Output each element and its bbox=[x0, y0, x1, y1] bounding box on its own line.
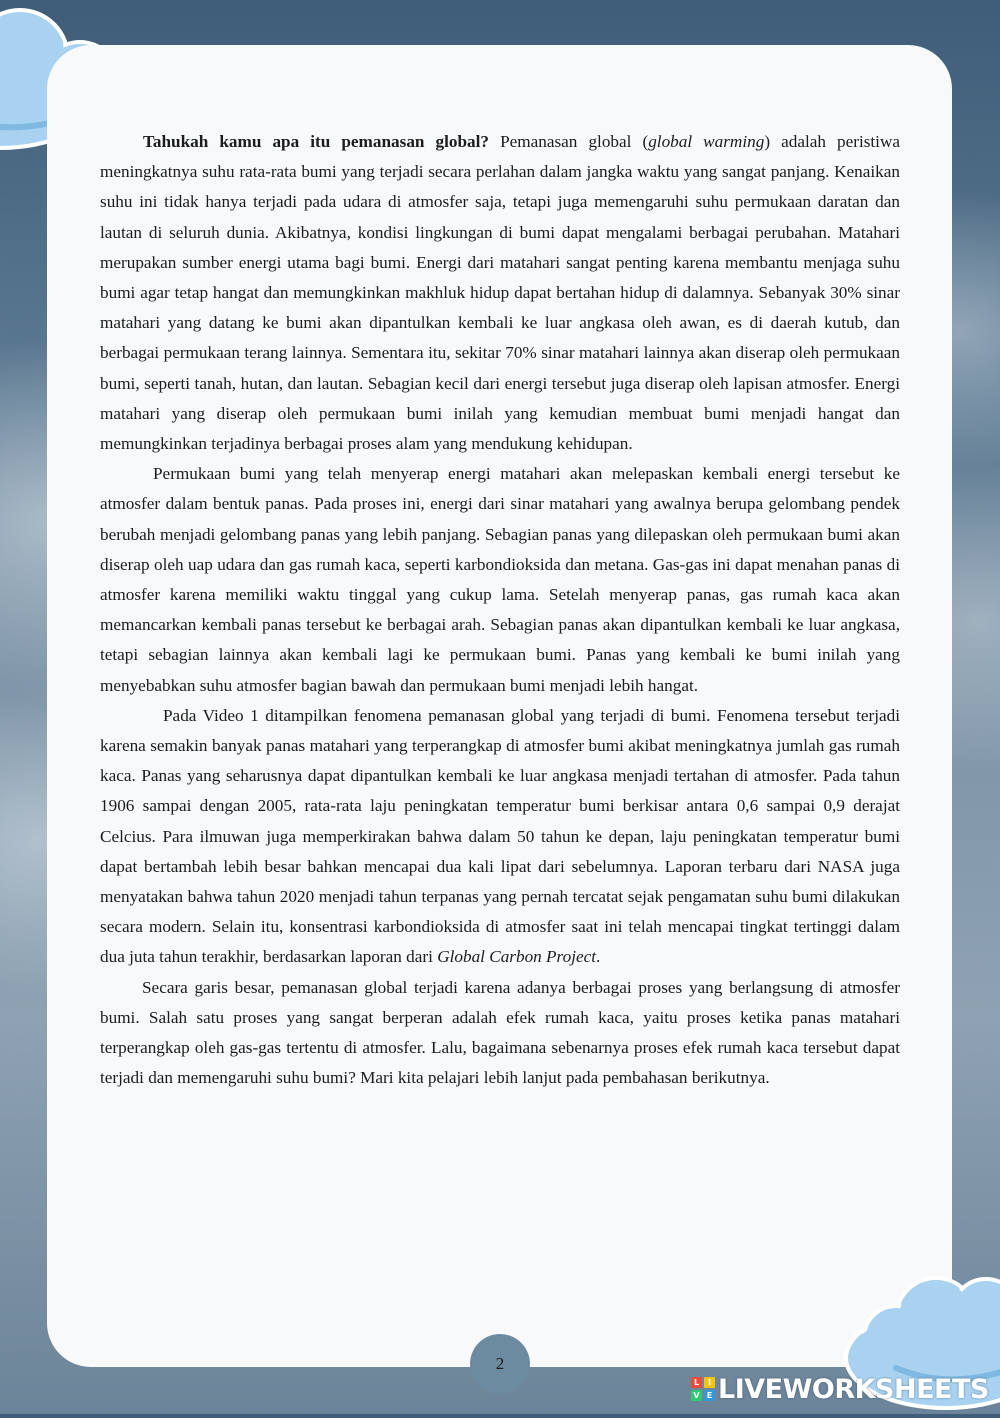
body-text bbox=[100, 127, 900, 1094]
liveworksheets-logo[interactable] bbox=[691, 1373, 989, 1405]
logo-square: L bbox=[691, 1377, 702, 1388]
logo-wordmark: LIVEWORKSHEETS bbox=[718, 1373, 989, 1405]
page-number: 2 bbox=[470, 1334, 530, 1394]
term-global-warming: global warming bbox=[648, 132, 765, 151]
paragraph-1-text-a: Pemanasan global ( bbox=[489, 132, 649, 151]
source-global-carbon-project: Global Carbon Project bbox=[437, 947, 597, 967]
logo-square: E bbox=[704, 1390, 715, 1401]
lead-question: Tahukah kamu apa itu pemanasan global? bbox=[143, 132, 490, 151]
paragraph-3-text-a: Pada Video 1 ditampilkan fenomena pemanasan global yang terjadi di bumi. Fenomena tersebut terjadi karena semakin banyak panas matahari yang terperangkap di atmosfer bumi akibat meningkatnya jumlah gas rumah kaca. Panas yang seharusnya dapat dipantulkan kembali ke luar angkasa menjadi tertahan di atmosfer. Pada tahun 1906 sampai dengan 2005, rata-rata laju peningkatan temperatur bumi berkisar antara 0,6 sampai 0,9 derajat Celcius. Para ilmuwan juga memperkirakan bahwa dalam 50 tahun ke depan, laju peningkatan temperatur bumi dapat bertambah lebih besar bahkan mencapai dua kali lipat dari sebelumnya. Laporan terbaru dari NASA juga menyatakan bahwa tahun 2020 menjadi tahun terpanas yang pernah tercatat sejak pengamatan suhu bumi dilakukan secara modern. Selain itu, konsentrasi karbondioksida di atmosfer saat ini telah mencapai tingkat tertinggi dalam dua juta tahun terakhir, berdasarkan laporan dari bbox=[100, 705, 900, 967]
paragraph-3 bbox=[100, 701, 900, 973]
paragraph-2: Permukaan bumi yang telah menyerap energi matahari akan melepaskan kembali energi tersebut ke atmosfer dalam bentuk panas. Pada proses ini, energi dari sinar matahari yang awalnya berupa gelombang pendek berubah menjadi gelombang panas yang lebih panjang. Sebagian panas yang dilepaskan oleh permukaan bumi akan diserap oleh uap udara dan gas rumah kaca, seperti karbondioksida dan metana. Gas-gas ini dapat menahan panas di atmosfer karena memiliki waktu tinggal yang cukup lama. Setelah menyerap panas, gas rumah kaca akan memancarkan kembali panas tersebut ke berbagai arah. Sebagian panas akan dipantulkan kembali ke luar angkasa, tetapi sebagian lainnya akan kembali lagi ke permukaan bumi. Panas yang kembali ke bumi inilah yang menyebabkan suhu atmosfer bagian bawah dan permukaan bumi menjadi lebih hangat. bbox=[100, 464, 900, 695]
paragraph-3-text-b: . bbox=[596, 947, 601, 967]
paragraph-1 bbox=[100, 127, 900, 459]
logo-square: V bbox=[691, 1390, 702, 1401]
paragraph-1-text-b: ) adalah peristiwa meningkatnya suhu rata-rata bumi yang terjadi secara perlahan dalam jangka waktu yang sangat panjang. Kenaikan suhu ini tidak hanya terjadi pada udara di atmosfer saja, tetapi juga memengaruhi suhu permukaan daratan dan lautan di seluruh dunia. Akibatnya, kondisi lingkungan di bumi dapat mengalami berbagai perubahan. Matahari merupakan sumber energi utama bagi bumi. Energi dari matahari sangat penting karena membantu menjaga suhu bumi agar tetap hangat dan memungkinkan makhluk hidup dapat bertahan hidup di dalamnya. Sebanyak 30% sinar matahari yang datang ke bumi akan dipantulkan kembali ke luar angkasa oleh awan, es di daerah kutub, dan berbagai permukaan terang lainnya. Sementara itu, sekitar 70% sinar matahari lainnya akan diserap oleh permukaan bumi, seperti tanah, hutan, dan lautan. Sebagian kecil dari energi tersebut juga diserap oleh lapisan atmosfer. Energi matahari yang diserap oleh permukaan bumi inilah yang kemudian membuat bumi menjadi hangat dan memungkinkan terjadinya berbagai proses alam yang mendukung kehidupan. bbox=[100, 132, 901, 454]
logo-square: I bbox=[704, 1377, 715, 1388]
logo-squares-icon bbox=[691, 1377, 715, 1401]
paragraph-4: Secara garis besar, pemanasan global terjadi karena adanya berbagai proses yang berlangsung di atmosfer bumi. Salah satu proses yang sangat berperan adalah efek rumah kaca, yaitu proses ketika panas matahari terperangkap oleh gas-gas tertentu di atmosfer. Lalu, bagaimana sebenarnya proses efek rumah kaca tersebut dapat terjadi dan memengaruhi suhu bumi? Mari kita pelajari lebih lanjut pada pembahasan berikutnya. bbox=[100, 977, 900, 1088]
